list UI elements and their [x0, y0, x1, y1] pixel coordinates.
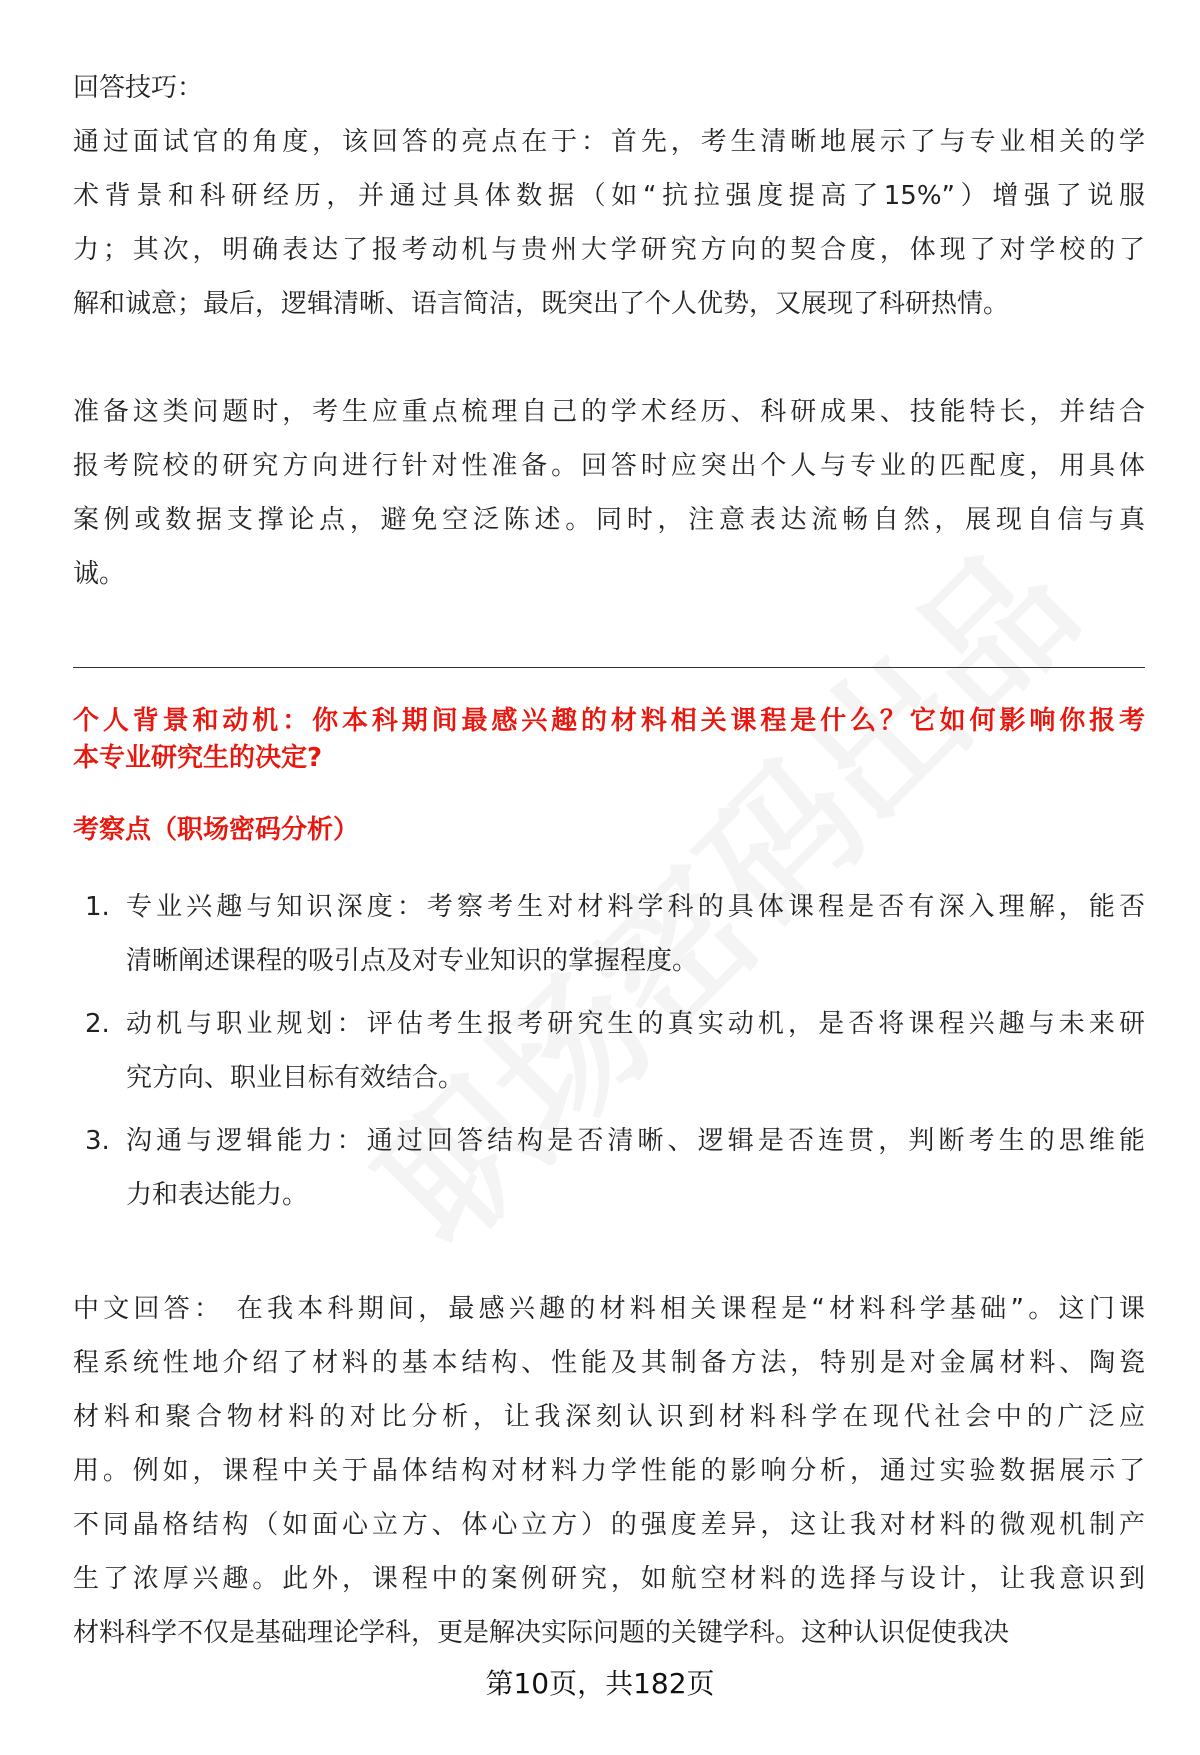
text-line: 报考院校的研究方向进行针对性准备。回答时应突出个人与专业的匹配度，用具体 [73, 451, 1145, 481]
list-item-body [126, 880, 1145, 988]
tips-paragraph-1 [73, 115, 1145, 331]
text-line: 材料科学不仅是基础理论学科，更是解决实际问题的关键学科。这种认识促使我决 [73, 1618, 1010, 1648]
tips-paragraph-2 [73, 385, 1145, 601]
text-line: 通过面试官的角度，该回答的亮点在于：首先，考生清晰地展示了与专业相关的学 [73, 127, 1145, 157]
list-number: 2. [85, 1009, 110, 1039]
text-line: 用。例如，课程中关于晶体结构对材料力学性能的影响分析，通过实验数据展示了 [73, 1456, 1145, 1486]
text-line: 诚。 [73, 559, 126, 589]
text-line: 力；其次，明确表达了报考动机与贵州大学研究方向的契合度，体现了对学校的了 [73, 235, 1145, 265]
text-line: 材料和聚合物材料的对比分析，让我深刻认识到材料科学在现代社会中的广泛应 [73, 1402, 1145, 1432]
list-item [73, 1114, 1145, 1222]
list-item-body [126, 1114, 1145, 1222]
text-line: 动机与职业规划：评估考生报考研究生的真实动机，是否将课程兴趣与未来研 [126, 1009, 1145, 1039]
list-item [73, 997, 1145, 1105]
question-title [73, 703, 1145, 777]
text-line: 程系统性地介绍了材料的基本结构、性能及其制备方法，特别是对金属材料、陶瓷 [73, 1348, 1145, 1378]
list-item [73, 880, 1145, 988]
tips-label: 回答技巧： [73, 73, 204, 103]
text-line: 不同晶格结构（如面心立方、体心立方）的强度差异，这让我对材料的微观机制产 [73, 1510, 1145, 1540]
text-line: 解和诚意；最后，逻辑清晰、语言简洁，既突出了个人优势，又展现了科研热情。 [73, 289, 1010, 319]
text-line: 力和表达能力。 [126, 1180, 309, 1210]
list-number: 1. [85, 892, 110, 922]
page-footer: 第10页，共182页 [485, 1667, 715, 1700]
points-heading: 考察点（职场密码分析） [73, 815, 360, 845]
divider [73, 667, 1145, 668]
question-title-line: 个人背景和动机：你本科期间最感兴趣的材料相关课程是什么？它如何影响你报考 [73, 706, 1145, 736]
text-line: 生了浓厚兴趣。此外，课程中的案例研究，如航空材料的选择与设计，让我意识到 [73, 1564, 1145, 1594]
list-number: 3. [85, 1126, 110, 1156]
text-line: 案例或数据支撑论点，避免空泛陈述。同时，注意表达流畅自然，展现自信与真 [73, 505, 1145, 535]
answer-paragraph [73, 1282, 1145, 1660]
text-line: 专业兴趣与知识深度：考察考生对材料学科的具体课程是否有深入理解，能否 [126, 892, 1145, 922]
text-line: 准备这类问题时，考生应重点梳理自己的学术经历、科研成果、技能特长，并结合 [73, 397, 1145, 427]
text-line: 术背景和科研经历，并通过具体数据（如“抗拉强度提高了15%”）增强了说服 [73, 181, 1145, 211]
tips-section [73, 61, 1145, 331]
text-line: 沟通与逻辑能力：通过回答结构是否清晰、逻辑是否连贯，判断考生的思维能 [126, 1126, 1145, 1156]
question-title-line: 本专业研究生的决定? [73, 743, 323, 773]
list-item-body [126, 997, 1145, 1105]
text-line: 究方向、职业目标有效结合。 [126, 1063, 465, 1093]
text-line: 中文回答： 在我本科期间，最感兴趣的材料相关课程是“材料科学基础”。这门课 [73, 1294, 1145, 1324]
text-line: 清晰阐述课程的吸引点及对专业知识的掌握程度。 [126, 946, 699, 976]
